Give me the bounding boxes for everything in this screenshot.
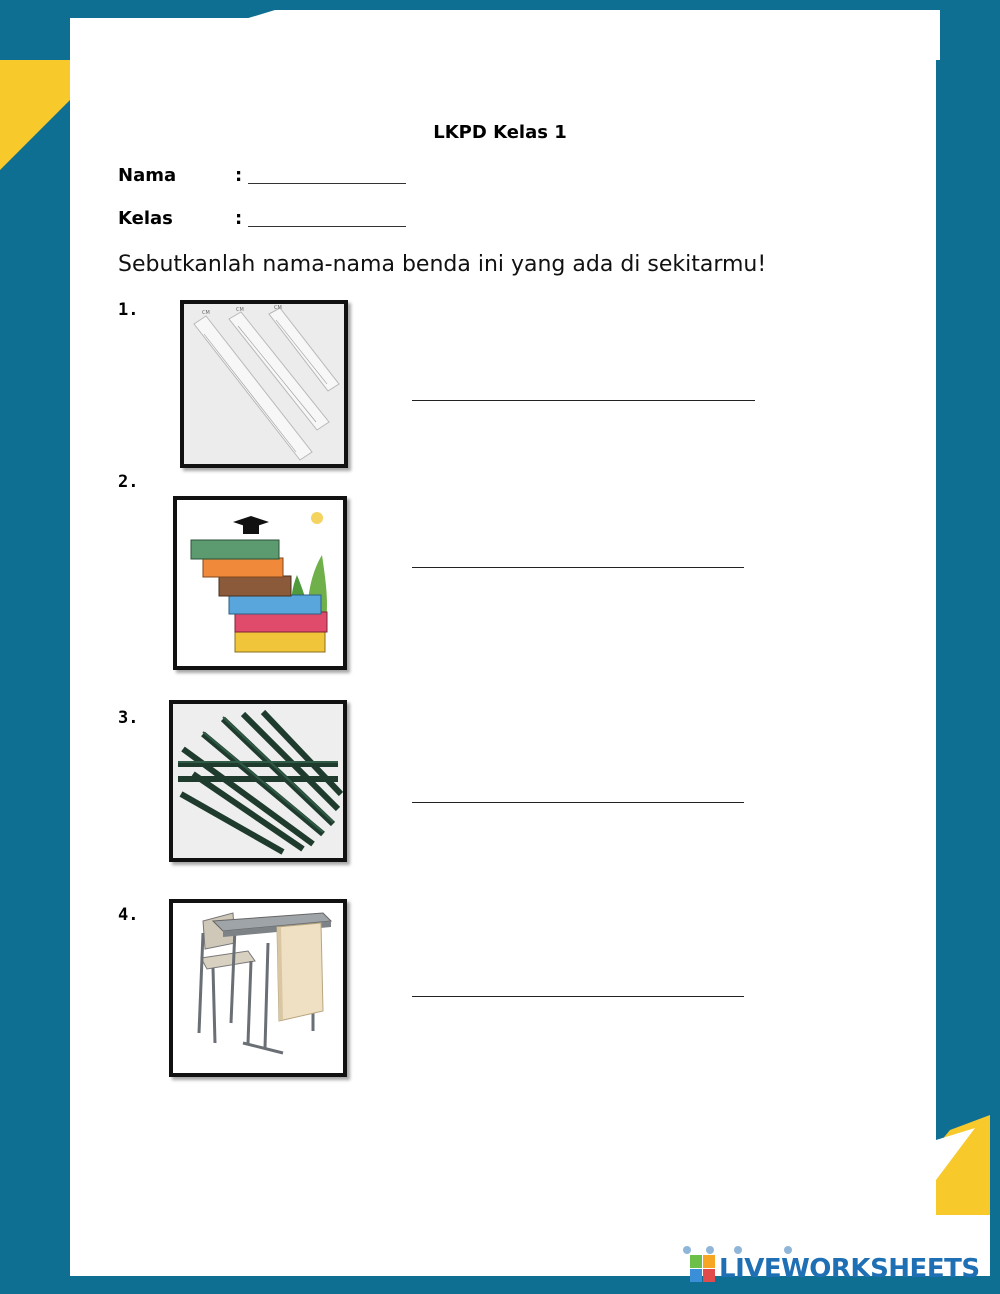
svg-text:CM: CM [236,307,244,313]
class-colon: : [235,208,243,229]
answer-line-1[interactable] [412,400,755,401]
worksheet-title: LKPD Kelas 1 [433,122,567,143]
answer-line-3[interactable] [412,802,744,803]
liveworksheets-logo[interactable] [690,1252,980,1286]
name-input-line[interactable] [248,183,406,184]
instruction-text: Sebutkanlah nama-nama benda ini yang ada di sekitarmu! [118,252,767,277]
pencils-image [169,700,347,862]
ruler-image [180,300,348,468]
item-number-1: 1. [118,300,139,320]
class-label: Kelas [118,208,173,229]
books-image [173,496,347,670]
item-number-2: 2. [118,472,139,492]
desk-chair-image [169,899,347,1077]
item-number-3: 3. [118,708,139,728]
class-input-line[interactable] [248,226,406,227]
name-label: Nama [118,165,177,186]
svg-text:CM: CM [202,310,210,316]
live-badge-icon [690,1255,716,1283]
answer-line-4[interactable] [412,996,744,997]
answer-line-2[interactable] [412,567,744,568]
item-number-4: 4. [118,905,139,925]
logo-text: LIVEWORKSHEETS [719,1254,980,1284]
name-colon: : [235,165,243,186]
svg-text:CM: CM [274,305,282,311]
